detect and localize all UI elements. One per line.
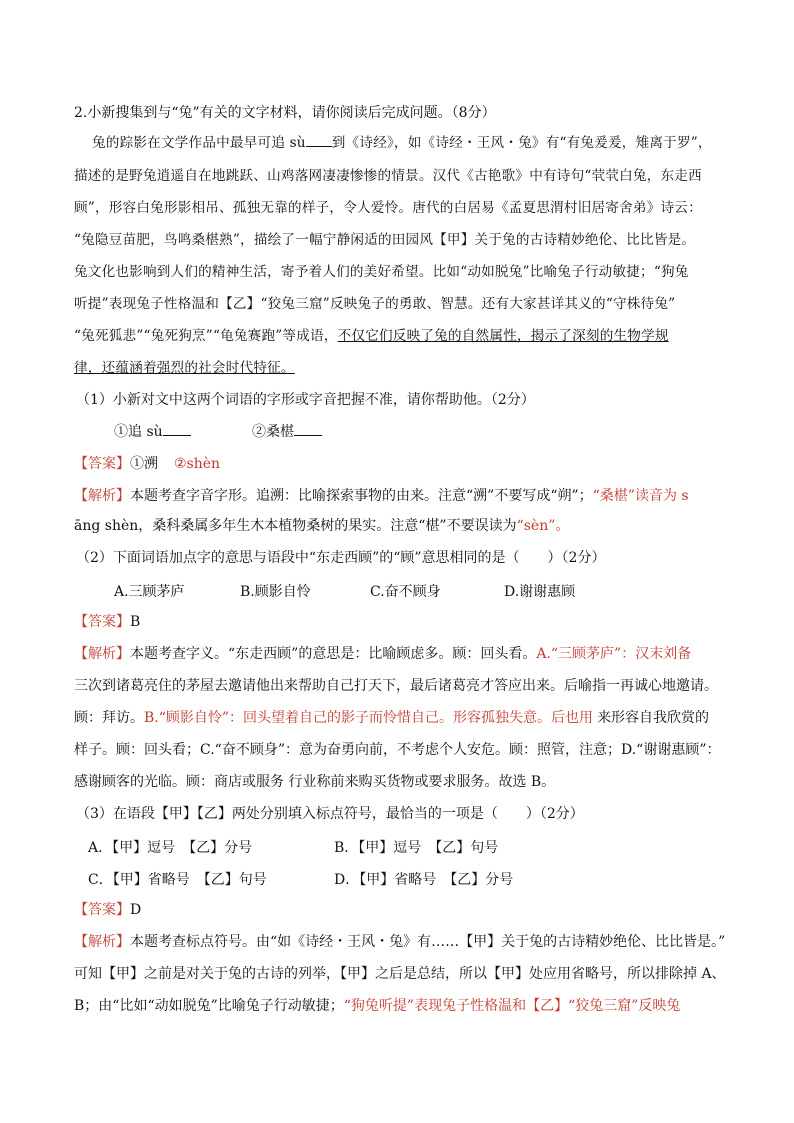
blank [163, 423, 191, 436]
passage-line-2: 描述的是野兔逍遥自在地跳跃、山鸡落网凄凄惨惨的情景。汉代《古艳歌》中有诗句“茕茕白兔，东走西 [74, 168, 702, 184]
q2-analysis-line-1: 【解析】本题考查字义。“东走西顾”的意思是：比喻顾虑多。顾：回头看。A.“三顾茅庐”：汉末刘备 [74, 646, 692, 662]
q2-answer: 【答案】B [74, 614, 141, 630]
passage-line-7: “兔死狐悲”“兔死狗烹”“龟兔赛跑”等成语，不仅它们反映了兔的自然属性，揭示了深刻的生物学规 [74, 328, 669, 344]
q2-option-b: B.顾影自怜 [240, 584, 311, 600]
q2-option-d: D.谢谢惠顾 [504, 584, 576, 600]
underlined-sentence-end: 律，还蕴涵着强烈的社会时代特征。 [74, 360, 295, 376]
q2-analysis-line-5: 感谢顾客的光临。顾：商店或服务 行业称前来购买货物或要求服务。故选 B。 [74, 774, 556, 790]
q3-analysis-line-3: B；由“比如“动如脱兔”比喻兔子行动敏捷；“狗兔听提”表现兔子性格温和【乙】“狡兔三窟”反映兔 [74, 998, 681, 1014]
q3-prompt: （3）在语段【甲】【乙】两处分别填入标点符号，最恰当的一项是（ ）（2分） [76, 806, 584, 822]
passage-line-8 [74, 359, 295, 377]
blank [306, 134, 332, 147]
blank [294, 423, 322, 436]
q1-item-2: ②桑椹 [252, 423, 322, 441]
question-title: 2.小新搜集到与“兔”有关的文字材料，请你阅读后完成问题。（8分） [74, 105, 496, 121]
underlined-sentence: 不仅它们反映了兔的自然属性，揭示了深刻的生物学规 [337, 328, 669, 344]
q3-analysis-line-2: 可知【甲】之前是对关于兔的古诗的列举，【甲】之后是总结，所以【甲】处应用省略号，所以排除掉 A、 [74, 966, 726, 982]
passage-line-3: 顾”，形容白兔形影相吊、孤独无靠的样子，令人爱怜。唐代的白居易《孟夏思渭村旧居寄舍弟》诗云： [74, 200, 702, 216]
q2-option-a: A.三顾茅庐 [114, 584, 185, 600]
q2-option-c: C.奋不顾身 [370, 584, 441, 600]
q3-option-d: D．【甲】省略号 【乙】分号 [334, 872, 514, 888]
q2-analysis-line-3: 顾：拜访。B.“顾影自怜”：回头望着自己的影子而怜惜自己。形容孤独失意。后也用 来形容自我欣赏的 [74, 710, 710, 726]
q2-analysis-line-4: 样子。顾：回头看；C.“奋不顾身”：意为奋勇向前，不考虑个人安危。顾：照管，注意；D.“谢谢惠顾”： [74, 742, 721, 758]
q2-analysis-line-2: 三次到诸葛亮住的茅屋去邀请他出来帮助自己打天下，最后诸葛亮才答应出来。后喻指一再诚心地邀请。 [74, 678, 718, 694]
passage-line-4: “兔隐豆苗肥，鸟鸣桑椹熟”，描绘了一幅宁静闲适的田园风【甲】关于兔的古诗精妙绝伦、比比皆是。 [74, 232, 696, 248]
q1-analysis-line-2: āng shèn，桑科桑属多年生木本植物桑树的果实。注意“椹”不要误读为“sèn”。 [74, 518, 570, 534]
q3-answer: 【答案】D [74, 902, 142, 918]
q1-item-1: ①追 sù [114, 423, 191, 441]
q1-analysis-line-1: 【解析】本题考查字音字形。追溯：比喻探索事物的由来。注意“溯”不要写成“朔”；“桑椹”读音为 s [74, 488, 689, 504]
q3-analysis-line-1: 【解析】本题考查标点符号。由“如《诗经・王风・兔》有……【甲】关于兔的古诗精妙绝伦、比比皆是。” [74, 934, 726, 950]
passage-line-6: 听提”表现兔子性格温和【乙】“狡兔三窟”反映兔子的勇敢、智慧。还有大家甚详其义的“守株待兔” [74, 296, 676, 312]
q3-option-b: B．【甲】逗号 【乙】句号 [334, 840, 499, 856]
q3-option-a: A．【甲】逗号 【乙】分号 [88, 840, 253, 856]
q1-prompt: （1）小新对文中这两个词语的字形或字音把握不准，请你帮助他。（2分） [76, 392, 535, 408]
q3-option-c: C．【甲】省略号 【乙】句号 [88, 872, 267, 888]
q2-prompt: （2）下面词语加点字的意思与语段中“东走西顾”的“顾”意思相同的是（ ）（2分） [76, 550, 606, 566]
passage-line-1: 兔的踪影在文学作品中最早可追 sù 到《诗经》，如《诗经・王风・兔》有“有兔爰爰，雉离于罗”， [92, 135, 712, 151]
passage-line-5: 兔文化也影响到人们的精神生活，寄予着人们的美好希望。比如“动如脱兔”比喻兔子行动敏捷；“狗兔 [74, 264, 689, 280]
q1-answer: 【答案】①溯 ②shèn [74, 456, 221, 472]
